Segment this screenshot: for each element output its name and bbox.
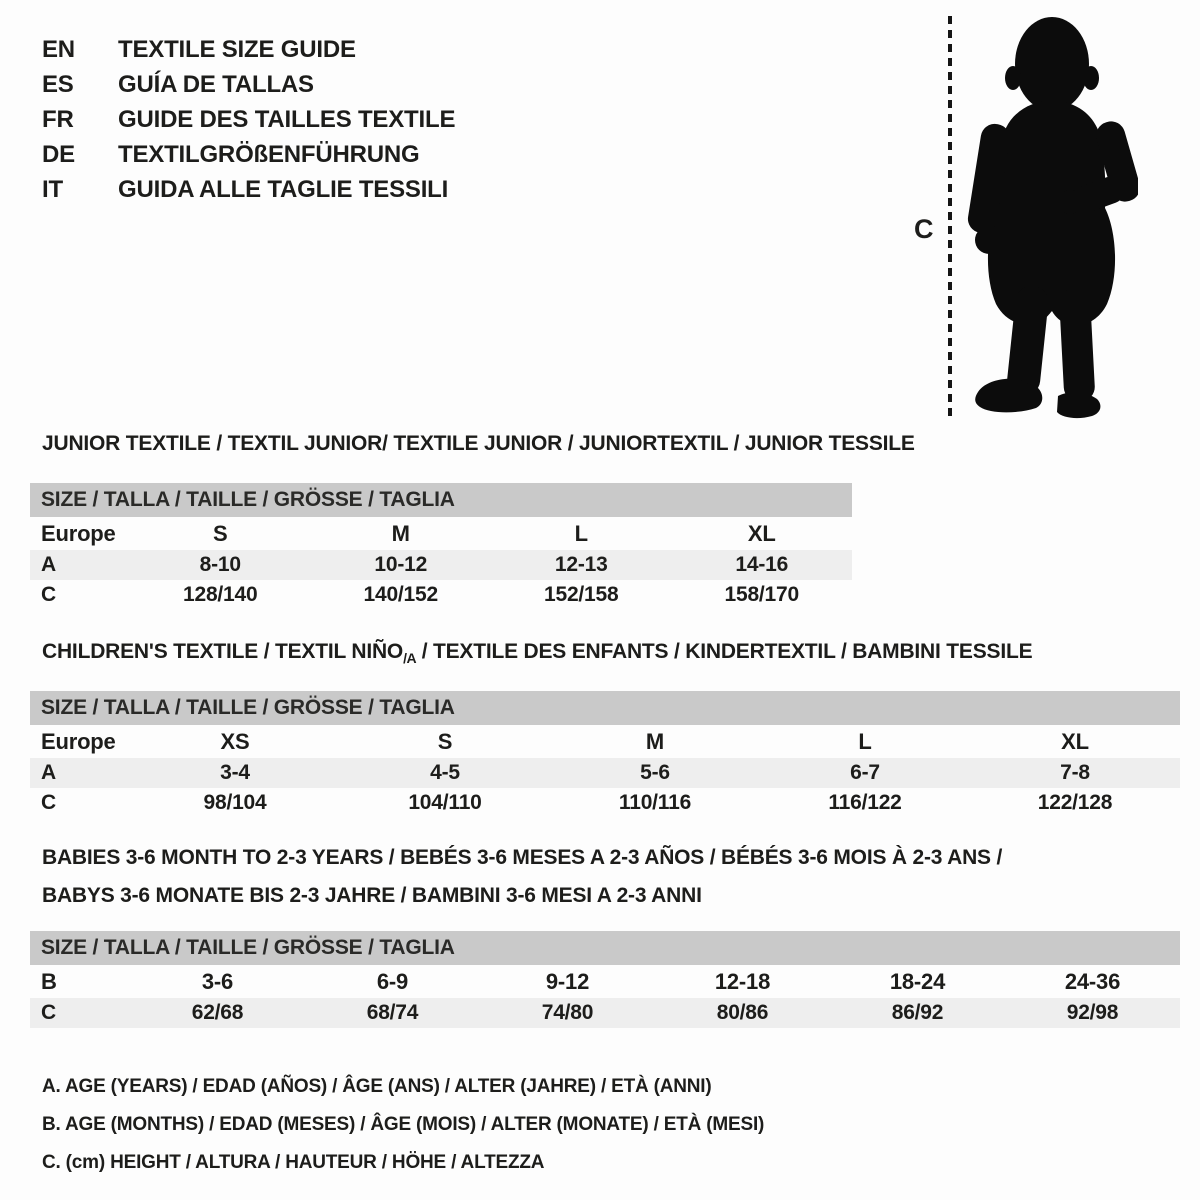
months-cell: 3-6 [201, 968, 234, 994]
region-label: Europe [41, 728, 116, 754]
babies-height-row [30, 998, 1180, 1028]
age-cell: 5-6 [640, 761, 670, 784]
children-age-row [30, 758, 1180, 788]
babies-size-header-bar: SIZE / TALLA / TAILLE / GRÖSSE / TAGLIA [30, 931, 1180, 965]
height-cell: 80/86 [716, 1001, 769, 1024]
legend-code: FR [42, 105, 74, 133]
size-cell: L [574, 520, 588, 546]
row-label-a: A [41, 761, 56, 784]
children-title-part2: / TEXTILE DES ENFANTS / KINDERTEXTIL / BAMBINI TESSILE [416, 640, 1033, 663]
age-cell: 6-7 [850, 761, 880, 784]
height-cell: 152/158 [543, 583, 619, 606]
height-cell: 122/128 [1037, 791, 1113, 814]
children-height-row [30, 788, 1180, 818]
height-measure-dashed-line [948, 16, 952, 416]
children-title-part1: CHILDREN'S TEXTILE / TEXTIL NIÑO [42, 640, 404, 663]
age-cell: 8-10 [199, 553, 241, 576]
row-label-a: A [41, 553, 56, 576]
size-cell: L [858, 728, 872, 754]
children-region-row [30, 725, 1180, 758]
age-cell: 3-4 [220, 761, 250, 784]
age-cell: 14-16 [735, 553, 789, 576]
language-legend [42, 32, 455, 207]
height-cell: 62/68 [191, 1001, 244, 1024]
height-cell: 158/170 [724, 583, 799, 606]
children-section-title [42, 640, 1032, 666]
height-cell: 74/80 [541, 1001, 594, 1024]
legend-row-fr [42, 102, 455, 137]
age-cell: 12-13 [554, 553, 608, 576]
children-table [30, 691, 1180, 818]
note-b: B. AGE (MONTHS) / EDAD (MESES) / ÂGE (MOIS) / ALTER (MONATE) / ETÀ (MESI) [42, 1114, 765, 1135]
months-cell: 24-36 [1064, 968, 1121, 994]
size-cell: XL [747, 520, 776, 546]
months-cell: 12-18 [714, 968, 771, 994]
months-cell: 6-9 [376, 968, 409, 994]
babies-table [30, 931, 1180, 1028]
size-cell: M [645, 728, 665, 754]
legend-label: TEXTILE SIZE GUIDE [118, 35, 356, 63]
junior-section-title: JUNIOR TEXTILE / TEXTIL JUNIOR/ TEXTILE JUNIOR / JUNIORTEXTIL / JUNIOR TESSILE [42, 432, 915, 455]
legend-label: TEXTILGRÖßENFÜHRUNG [118, 140, 420, 168]
row-label-c: C [41, 583, 56, 606]
children-title-subscript: /A [403, 650, 417, 666]
region-label: Europe [41, 520, 116, 546]
age-cell: 4-5 [430, 761, 460, 784]
legend-row-de [42, 137, 455, 172]
children-size-header-bar: SIZE / TALLA / TAILLE / GRÖSSE / TAGLIA [30, 691, 1180, 725]
legend-code: EN [42, 35, 75, 63]
footnotes [42, 1068, 764, 1182]
size-cell: M [391, 520, 410, 546]
height-cell: 140/152 [363, 583, 438, 606]
size-cell: XS [220, 728, 250, 754]
size-cell: S [437, 728, 453, 754]
junior-age-row [30, 550, 852, 580]
height-cell: 86/92 [891, 1001, 944, 1024]
junior-region-row [30, 517, 852, 550]
junior-table [30, 483, 852, 610]
legend-row-en [42, 32, 455, 67]
legend-code: IT [42, 175, 63, 203]
height-cell: 110/116 [618, 791, 692, 814]
legend-row-es [42, 67, 455, 102]
silhouette-head [1015, 17, 1089, 111]
size-cell: S [213, 520, 228, 546]
height-cell: 104/110 [408, 791, 482, 814]
height-cell: 98/104 [203, 791, 267, 814]
legend-label: GUÍA DE TALLAS [118, 70, 314, 98]
legend-label: GUIDE DES TAILLES TEXTILE [118, 105, 456, 133]
measure-label-c: C [914, 214, 934, 244]
legend-label: GUIDA ALLE TAGLIE TESSILI [118, 175, 449, 203]
legend-code: DE [42, 140, 75, 168]
row-label-c: C [41, 1001, 56, 1024]
note-c: C. (cm) HEIGHT / ALTURA / HAUTEUR / HÖHE / ALTEZZA [42, 1152, 545, 1173]
note-a: A. AGE (YEARS) / EDAD (AÑOS) / ÂGE (ANS) / ALTER (JAHRE) / ETÀ (ANNI) [42, 1076, 712, 1097]
row-label-c: C [41, 791, 56, 814]
legend-row-it [42, 172, 455, 207]
size-cell: XL [1061, 728, 1089, 754]
height-cell: 128/140 [182, 583, 258, 606]
height-cell: 68/74 [366, 1001, 419, 1024]
junior-height-row [30, 580, 852, 610]
row-label-b: B [41, 968, 57, 994]
babies-section-title-line1: BABIES 3-6 MONTH TO 2-3 YEARS / BEBÉS 3-6 MESES A 2-3 AÑOS / BÉBÉS 3-6 MOIS À 2-3 ANS / [42, 846, 1003, 869]
babies-months-row [30, 965, 1180, 998]
toddler-silhouette [966, 14, 1138, 425]
age-cell: 7-8 [1060, 761, 1090, 784]
height-cell: 116/122 [828, 791, 902, 814]
age-cell: 10-12 [374, 553, 428, 576]
months-cell: 9-12 [545, 968, 590, 994]
height-cell: 92/98 [1066, 1001, 1119, 1024]
months-cell: 18-24 [889, 968, 946, 994]
babies-section-title-line2: BABYS 3-6 MONATE BIS 2-3 JAHRE / BAMBINI 3-6 MESI A 2-3 ANNI [42, 884, 702, 907]
legend-code: ES [42, 70, 74, 98]
junior-size-header-bar: SIZE / TALLA / TAILLE / GRÖSSE / TAGLIA [30, 483, 852, 517]
